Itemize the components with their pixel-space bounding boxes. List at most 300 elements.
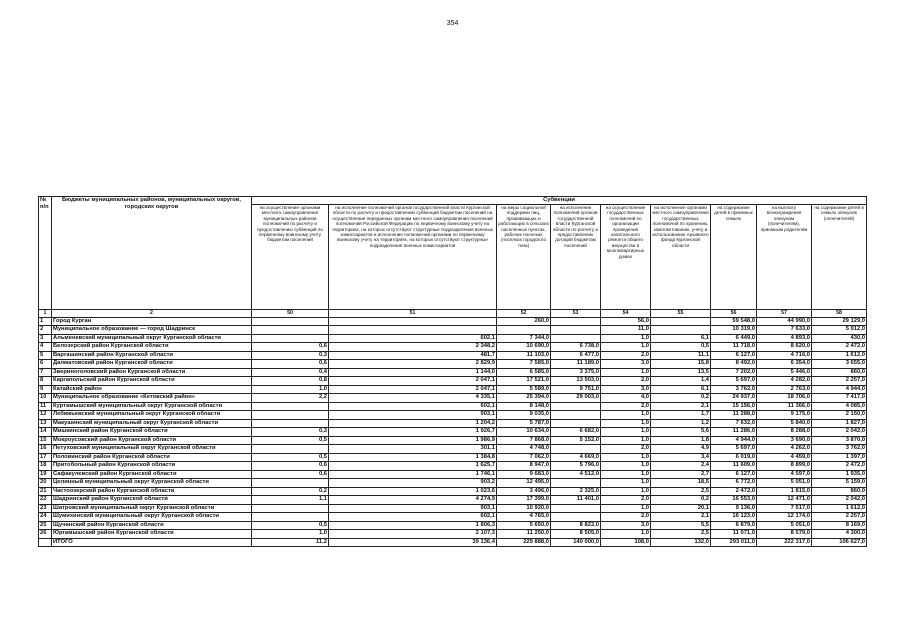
row-number-cell: 8 bbox=[39, 377, 52, 386]
column-number-cell: 1 bbox=[39, 310, 52, 318]
value-cell: 0,2 bbox=[252, 487, 329, 496]
total-value-cell: 229 888,0 bbox=[497, 538, 551, 547]
row-number-cell: 5 bbox=[39, 351, 52, 360]
value-cell: 8 899,0 bbox=[757, 462, 812, 471]
total-value-cell: 106 627,0 bbox=[812, 538, 867, 547]
table-row bbox=[39, 317, 867, 326]
table-row bbox=[39, 402, 867, 411]
value-cell: 6 449,0 bbox=[711, 334, 757, 343]
value-cell bbox=[329, 317, 497, 326]
value-cell: 3,4 bbox=[651, 453, 711, 462]
row-name-cell: Муниципальное образование «Кетовский район» bbox=[52, 394, 252, 403]
value-cell: 2,0 bbox=[601, 377, 651, 386]
value-cell: 2 042,0 bbox=[812, 496, 867, 505]
value-cell: 11 609,0 bbox=[711, 462, 757, 471]
value-cell: 0,2 bbox=[651, 496, 711, 505]
value-cell: 2 763,0 bbox=[757, 385, 812, 394]
value-cell: 7 868,0 bbox=[497, 436, 551, 445]
value-cell: 2 472,0 bbox=[812, 343, 867, 352]
row-number-cell: 23 bbox=[39, 504, 52, 513]
column-number-cell: 58 bbox=[812, 310, 867, 318]
value-cell: 18,5 bbox=[651, 479, 711, 488]
value-cell: 2,0 bbox=[601, 513, 651, 522]
total-value-cell: 222 317,0 bbox=[757, 538, 812, 547]
value-cell bbox=[651, 317, 711, 326]
value-cell: 1,7 bbox=[651, 411, 711, 420]
row-name-cell: Лебяжьевский муниципальный округ Курганской области bbox=[52, 411, 252, 420]
value-cell: 8 492,0 bbox=[711, 360, 757, 369]
value-cell: 1,0 bbox=[601, 436, 651, 445]
value-cell bbox=[551, 326, 601, 335]
row-number-cell: 6 bbox=[39, 360, 52, 369]
row-number-cell: 4 bbox=[39, 343, 52, 352]
value-cell: 903,1 bbox=[329, 504, 497, 513]
row-name-cell: Целинный муниципальный округ Курганской области bbox=[52, 479, 252, 488]
column-number-cell: 51 bbox=[329, 310, 497, 318]
value-cell: 1,4 bbox=[651, 377, 711, 386]
value-cell: 2,5 bbox=[651, 487, 711, 496]
value-cell: 5 912,0 bbox=[812, 326, 867, 335]
value-cell bbox=[252, 402, 329, 411]
value-cell bbox=[252, 334, 329, 343]
table-row bbox=[39, 436, 867, 445]
row-name-cell: Частоозерский район Курганской области bbox=[52, 487, 252, 496]
value-cell: 18 706,0 bbox=[757, 394, 812, 403]
total-row bbox=[39, 538, 867, 547]
value-cell: 12 174,0 bbox=[757, 513, 812, 522]
row-name-cell: Шадринский район Курганской области bbox=[52, 496, 252, 505]
row-number-cell: 2 bbox=[39, 326, 52, 335]
column-number-cell: 54 bbox=[601, 310, 651, 318]
value-cell: 11 288,0 bbox=[711, 411, 757, 420]
value-cell: 481,7 bbox=[329, 351, 497, 360]
value-cell: 2 472,0 bbox=[711, 487, 757, 496]
row-name-cell: Юргамышский район Курганской области bbox=[52, 530, 252, 539]
value-cell: 4 716,0 bbox=[757, 351, 812, 360]
value-cell: 10 690,0 bbox=[497, 343, 551, 352]
total-value-cell: 39 136,4 bbox=[329, 538, 497, 547]
value-cell: 4 597,0 bbox=[757, 470, 812, 479]
row-number-cell: 1 bbox=[39, 317, 52, 326]
value-cell: 29 129,0 bbox=[812, 317, 867, 326]
value-cell: 4 300,0 bbox=[812, 530, 867, 539]
value-cell: 11 401,0 bbox=[551, 496, 601, 505]
value-cell: 11 366,0 bbox=[757, 402, 812, 411]
column-header-52: на меры социальной поддержки лиц, проживающих и работающих в сельских населенных пунктах, рабочих поселках (поселках городского типа) bbox=[497, 205, 551, 310]
row-name-cell: Половинский район Курганской области bbox=[52, 453, 252, 462]
value-cell bbox=[252, 419, 329, 428]
value-cell: 15,8 bbox=[651, 360, 711, 369]
row-number-cell: 18 bbox=[39, 462, 52, 471]
value-cell: 0,5 bbox=[252, 521, 329, 530]
value-cell: 6 772,0 bbox=[711, 479, 757, 488]
value-cell: 5 697,0 bbox=[711, 377, 757, 386]
value-cell: 860,0 bbox=[812, 368, 867, 377]
value-cell: 1,0 bbox=[601, 368, 651, 377]
value-cell: 1,0 bbox=[601, 470, 651, 479]
value-cell: 0,8 bbox=[252, 377, 329, 386]
value-cell bbox=[252, 513, 329, 522]
value-cell: 5 697,0 bbox=[711, 445, 757, 454]
value-cell bbox=[551, 402, 601, 411]
value-cell: 7 633,0 bbox=[757, 326, 812, 335]
row-number-cell: 10 bbox=[39, 394, 52, 403]
column-number-cell: 57 bbox=[757, 310, 812, 318]
row-name-cell: Варгашинский район Курганской области bbox=[52, 351, 252, 360]
value-cell: 4 274,9 bbox=[329, 496, 497, 505]
table-row bbox=[39, 360, 867, 369]
row-name-cell: Притобольный район Курганской области bbox=[52, 462, 252, 471]
table-row bbox=[39, 326, 867, 335]
table-row bbox=[39, 530, 867, 539]
value-cell: 11 286,0 bbox=[711, 428, 757, 437]
budget-table-container bbox=[38, 196, 866, 547]
value-cell: 7 202,0 bbox=[711, 368, 757, 377]
row-number-cell: 25 bbox=[39, 521, 52, 530]
value-cell: 6 682,0 bbox=[551, 428, 601, 437]
row-name-cell: Куртамышский муниципальный округ Курганской области bbox=[52, 402, 252, 411]
value-cell: 2 472,0 bbox=[812, 462, 867, 471]
table-row bbox=[39, 462, 867, 471]
value-cell: 3 496,0 bbox=[497, 487, 551, 496]
value-cell: 6 585,0 bbox=[497, 368, 551, 377]
value-cell: 4 893,0 bbox=[757, 334, 812, 343]
column-header-54: на осуществление государственных полномочий по организации проведения капитального ремонта общего имущества в многоквартирных домах bbox=[601, 205, 651, 310]
value-cell: 16 553,0 bbox=[711, 496, 757, 505]
value-cell: 5 589,0 bbox=[497, 385, 551, 394]
value-cell: 11 189,0 bbox=[551, 360, 601, 369]
row-name-cell: Щучанский район Курганской области bbox=[52, 521, 252, 530]
value-cell: 8 505,0 bbox=[551, 530, 601, 539]
value-cell: 602,1 bbox=[329, 334, 497, 343]
value-cell: 16 123,0 bbox=[711, 513, 757, 522]
total-value-cell: 11,2 bbox=[252, 538, 329, 547]
total-value-cell: 140 000,0 bbox=[551, 538, 601, 547]
value-cell: 7 062,0 bbox=[497, 453, 551, 462]
row-number-cell: 14 bbox=[39, 428, 52, 437]
row-name-cell: Петуховский муниципальный округ Курганской области bbox=[52, 445, 252, 454]
value-cell: 17 399,0 bbox=[497, 496, 551, 505]
value-cell: 4,9 bbox=[651, 445, 711, 454]
value-cell: 5 152,0 bbox=[551, 436, 601, 445]
row-number-cell: 3 bbox=[39, 334, 52, 343]
value-cell: 1,0 bbox=[601, 428, 651, 437]
column-header-53: на исполнение полномочий органов государственной власти Курганской области по расчету и предоставлению дотаций бюджетам поселений bbox=[551, 205, 601, 310]
column-number-cell: 56 bbox=[711, 310, 757, 318]
value-cell: 1 986,9 bbox=[329, 436, 497, 445]
table-row bbox=[39, 411, 867, 420]
table-row bbox=[39, 419, 867, 428]
value-cell: 5 650,0 bbox=[497, 521, 551, 530]
value-cell: 7 344,0 bbox=[497, 334, 551, 343]
value-cell: 4 085,0 bbox=[812, 402, 867, 411]
value-cell: 4,0 bbox=[601, 394, 651, 403]
value-cell: 602,1 bbox=[329, 513, 497, 522]
value-cell bbox=[252, 411, 329, 420]
table-row bbox=[39, 428, 867, 437]
value-cell: 9 035,0 bbox=[497, 411, 551, 420]
value-cell: 0,5 bbox=[651, 343, 711, 352]
value-cell: 3 655,0 bbox=[812, 360, 867, 369]
value-cell: 13 503,0 bbox=[551, 377, 601, 386]
subventions-table bbox=[38, 196, 867, 547]
value-cell: 5 159,0 bbox=[812, 479, 867, 488]
row-number-cell: 21 bbox=[39, 487, 52, 496]
value-cell: 903,2 bbox=[329, 479, 497, 488]
value-cell: 1 023,6 bbox=[329, 487, 497, 496]
header-budget-name: Бюджеты муниципальных районов, муниципальных округов, городских округов bbox=[52, 197, 252, 310]
row-name-cell: Белозерский район Курганской области bbox=[52, 343, 252, 352]
value-cell: 0,5 bbox=[252, 436, 329, 445]
value-cell bbox=[551, 419, 601, 428]
total-value-cell: 108,0 bbox=[601, 538, 651, 547]
column-number-cell: 52 bbox=[497, 310, 551, 318]
value-cell: 5 051,0 bbox=[757, 479, 812, 488]
value-cell: 4 282,0 bbox=[757, 377, 812, 386]
value-cell: 2,1 bbox=[651, 513, 711, 522]
row-name-cell: Муниципальное образование — город Шадринск bbox=[52, 326, 252, 335]
value-cell: 3 870,0 bbox=[812, 436, 867, 445]
value-cell: 0,6 bbox=[252, 343, 329, 352]
table-row bbox=[39, 470, 867, 479]
value-cell: 7 585,0 bbox=[497, 360, 551, 369]
value-cell: 56,0 bbox=[601, 317, 651, 326]
value-cell: 10 634,0 bbox=[497, 428, 551, 437]
value-cell: 430,0 bbox=[812, 334, 867, 343]
row-name-cell: Шатровский муниципальный округ Курганской области bbox=[52, 504, 252, 513]
value-cell: 2,0 bbox=[601, 496, 651, 505]
value-cell: 6 019,0 bbox=[711, 453, 757, 462]
table-row bbox=[39, 496, 867, 505]
value-cell: 2,7 bbox=[651, 470, 711, 479]
total-value-cell: 293 011,0 bbox=[711, 538, 757, 547]
row-name-cell: Далматовский район Курганской области bbox=[52, 360, 252, 369]
value-cell bbox=[551, 513, 601, 522]
value-cell: 2,2 bbox=[252, 394, 329, 403]
value-cell: 2 047,1 bbox=[329, 377, 497, 386]
value-cell: 2,5 bbox=[651, 530, 711, 539]
value-cell: 4 748,0 bbox=[497, 445, 551, 454]
value-cell: 9 175,0 bbox=[757, 411, 812, 420]
value-cell: 1 612,0 bbox=[812, 504, 867, 513]
value-cell: 10 920,0 bbox=[497, 504, 551, 513]
value-cell: 1,0 bbox=[601, 343, 651, 352]
value-cell: 0,6 bbox=[252, 360, 329, 369]
value-cell: 10 319,0 bbox=[711, 326, 757, 335]
value-cell: 8 169,0 bbox=[812, 521, 867, 530]
value-cell: 2 107,3 bbox=[329, 530, 497, 539]
value-cell: 44 990,0 bbox=[757, 317, 812, 326]
value-cell: 1,0 bbox=[252, 530, 329, 539]
row-name-cell: Город Курган bbox=[52, 317, 252, 326]
value-cell: 2,0 bbox=[601, 445, 651, 454]
value-cell: 1,1 bbox=[252, 496, 329, 505]
column-number-cell: 2 bbox=[52, 310, 252, 318]
total-value-cell: 132,0 bbox=[651, 538, 711, 547]
value-cell bbox=[551, 317, 601, 326]
value-cell: 1,0 bbox=[601, 419, 651, 428]
value-cell: 2,4 bbox=[651, 462, 711, 471]
value-cell: 11 103,0 bbox=[497, 351, 551, 360]
value-cell: 0,5 bbox=[252, 453, 329, 462]
column-number-cell: 50 bbox=[252, 310, 329, 318]
value-cell: 9 136,0 bbox=[711, 504, 757, 513]
value-cell: 1 144,0 bbox=[329, 368, 497, 377]
value-cell: 29 003,0 bbox=[551, 394, 601, 403]
row-number-cell: 7 bbox=[39, 368, 52, 377]
value-cell bbox=[551, 504, 601, 513]
value-cell: 3,0 bbox=[601, 521, 651, 530]
value-cell: 12 495,0 bbox=[497, 479, 551, 488]
value-cell: 9 751,0 bbox=[551, 385, 601, 394]
table-row bbox=[39, 487, 867, 496]
value-cell: 13,5 bbox=[651, 368, 711, 377]
row-name-cell: Сафакулевский район Курганской области bbox=[52, 470, 252, 479]
value-cell: 0,3 bbox=[252, 428, 329, 437]
value-cell: 5 787,0 bbox=[497, 419, 551, 428]
value-cell: 0,6 bbox=[252, 470, 329, 479]
value-cell: 5 796,0 bbox=[551, 462, 601, 471]
row-number-cell: 17 bbox=[39, 453, 52, 462]
column-header-55: на исполнение органами местного самоуправления государственных полномочий по хранению, комплектованию, учету и использованию Архивного фонда Курганской области bbox=[651, 205, 711, 310]
value-cell bbox=[551, 334, 601, 343]
column-number-cell: 55 bbox=[651, 310, 711, 318]
value-cell: 6 879,0 bbox=[711, 521, 757, 530]
value-cell: 5 840,0 bbox=[757, 419, 812, 428]
value-cell: 1 384,8 bbox=[329, 453, 497, 462]
value-cell bbox=[551, 411, 601, 420]
value-cell: 24 937,0 bbox=[711, 394, 757, 403]
value-cell: 11,0 bbox=[601, 326, 651, 335]
value-cell: 4 944,0 bbox=[812, 385, 867, 394]
row-number-cell: 26 bbox=[39, 530, 52, 539]
row-name-cell: Альменевский муниципальный округ Курганской области bbox=[52, 334, 252, 343]
value-cell: 20,1 bbox=[651, 504, 711, 513]
value-cell: 6 477,0 bbox=[551, 351, 601, 360]
header-subventions: Субвенции bbox=[252, 197, 867, 205]
value-cell: 1 625,7 bbox=[329, 462, 497, 471]
value-cell bbox=[252, 504, 329, 513]
table-row bbox=[39, 343, 867, 352]
value-cell: 4 765,0 bbox=[497, 513, 551, 522]
value-cell: 6,1 bbox=[651, 385, 711, 394]
value-cell: 860,0 bbox=[812, 487, 867, 496]
value-cell: 2 257,0 bbox=[812, 377, 867, 386]
value-cell: 8 148,0 bbox=[497, 402, 551, 411]
value-cell bbox=[252, 479, 329, 488]
value-cell: 4 335,1 bbox=[329, 394, 497, 403]
value-cell: 12 471,0 bbox=[757, 496, 812, 505]
total-number-cell bbox=[39, 538, 52, 547]
value-cell: 6,1 bbox=[651, 334, 711, 343]
value-cell: 4 262,0 bbox=[757, 445, 812, 454]
value-cell: 1,0 bbox=[252, 385, 329, 394]
table-row bbox=[39, 453, 867, 462]
row-name-cell: Мокроусовский район Курганской области bbox=[52, 436, 252, 445]
column-header-51: на исполнение полномочий органов государственной власти Курганской области по расчету и предоставлению субвенций бюджетам поселений на осуществление переданных органам местного самоуправления поселений полномочий Российской Федерации по первичному воинскому учету на территориях, на которых отсутствуют структурные подразделения военных комиссариатов и исполнение полномочий органами по первичному воинскому учету на территориях, на которых отсутствуют структурные подразделения военных комиссариатов bbox=[329, 205, 497, 310]
value-cell: 0,2 bbox=[651, 394, 711, 403]
value-cell: 2 257,0 bbox=[812, 513, 867, 522]
value-cell bbox=[551, 479, 601, 488]
value-cell bbox=[252, 445, 329, 454]
table-row bbox=[39, 513, 867, 522]
value-cell: 1 926,7 bbox=[329, 428, 497, 437]
value-cell: 4 459,0 bbox=[757, 453, 812, 462]
value-cell: 2 047,1 bbox=[329, 385, 497, 394]
row-number-cell: 19 bbox=[39, 470, 52, 479]
value-cell: 1 935,0 bbox=[812, 470, 867, 479]
value-cell: 3,0 bbox=[601, 385, 651, 394]
value-cell: 1 397,0 bbox=[812, 453, 867, 462]
value-cell: 2 150,0 bbox=[812, 411, 867, 420]
value-cell: 15 156,0 bbox=[711, 402, 757, 411]
column-number-cell: 53 bbox=[551, 310, 601, 318]
value-cell: 1,0 bbox=[601, 530, 651, 539]
value-cell: 0,6 bbox=[252, 462, 329, 471]
value-cell: 8 947,0 bbox=[497, 462, 551, 471]
value-cell: 3 375,0 bbox=[551, 368, 601, 377]
row-number-cell: 12 bbox=[39, 411, 52, 420]
table-row bbox=[39, 351, 867, 360]
value-cell: 1,0 bbox=[601, 411, 651, 420]
value-cell: 1,0 bbox=[601, 453, 651, 462]
row-name-cell: Шумихинский муниципальный округ Курганской области bbox=[52, 513, 252, 522]
row-name-cell: Звериноголовский район Курганской области bbox=[52, 368, 252, 377]
value-cell: 17 521,0 bbox=[497, 377, 551, 386]
table-row bbox=[39, 521, 867, 530]
row-number-cell: 11 bbox=[39, 402, 52, 411]
row-number-cell: 9 bbox=[39, 385, 52, 394]
value-cell: 6 127,0 bbox=[711, 470, 757, 479]
value-cell: 1 746,1 bbox=[329, 470, 497, 479]
value-cell: 4 669,0 bbox=[551, 453, 601, 462]
value-cell: 9 683,0 bbox=[497, 470, 551, 479]
value-cell bbox=[252, 317, 329, 326]
value-cell: 3 762,0 bbox=[812, 445, 867, 454]
value-cell: 903,1 bbox=[329, 411, 497, 420]
value-cell: 1 806,3 bbox=[329, 521, 497, 530]
value-cell: 1,0 bbox=[601, 504, 651, 513]
value-cell: 6 738,0 bbox=[551, 343, 601, 352]
row-name-cell: Каргапольский район Курганской области bbox=[52, 377, 252, 386]
table-row bbox=[39, 334, 867, 343]
row-name-cell: Макушинский муниципальный округ Курганской области bbox=[52, 419, 252, 428]
column-header-58: на содержание детей в семьях опекунов (попечителей) bbox=[812, 205, 867, 310]
table-row bbox=[39, 479, 867, 488]
table-row bbox=[39, 377, 867, 386]
value-cell: 25 394,0 bbox=[497, 394, 551, 403]
value-cell: 7 517,0 bbox=[757, 504, 812, 513]
value-cell bbox=[497, 326, 551, 335]
page-number: 354 bbox=[446, 20, 459, 27]
value-cell: 7 417,0 bbox=[812, 394, 867, 403]
value-cell: 0,3 bbox=[252, 351, 329, 360]
value-cell: 8 822,0 bbox=[551, 521, 601, 530]
value-cell: 4 944,0 bbox=[711, 436, 757, 445]
value-cell: 1 612,0 bbox=[812, 351, 867, 360]
value-cell: 2 829,9 bbox=[329, 360, 497, 369]
value-cell: 1,0 bbox=[601, 479, 651, 488]
value-cell: 5,6 bbox=[651, 428, 711, 437]
value-cell bbox=[329, 326, 497, 335]
value-cell: 7 632,0 bbox=[711, 419, 757, 428]
value-cell: 5 051,0 bbox=[757, 521, 812, 530]
value-cell: 4 512,0 bbox=[551, 470, 601, 479]
column-header-57: на выплату вознаграждения опекунам (попечителям), приемным родителям bbox=[757, 205, 812, 310]
row-number-cell: 24 bbox=[39, 513, 52, 522]
value-cell: 1 815,0 bbox=[757, 487, 812, 496]
value-cell: 6 127,0 bbox=[711, 351, 757, 360]
